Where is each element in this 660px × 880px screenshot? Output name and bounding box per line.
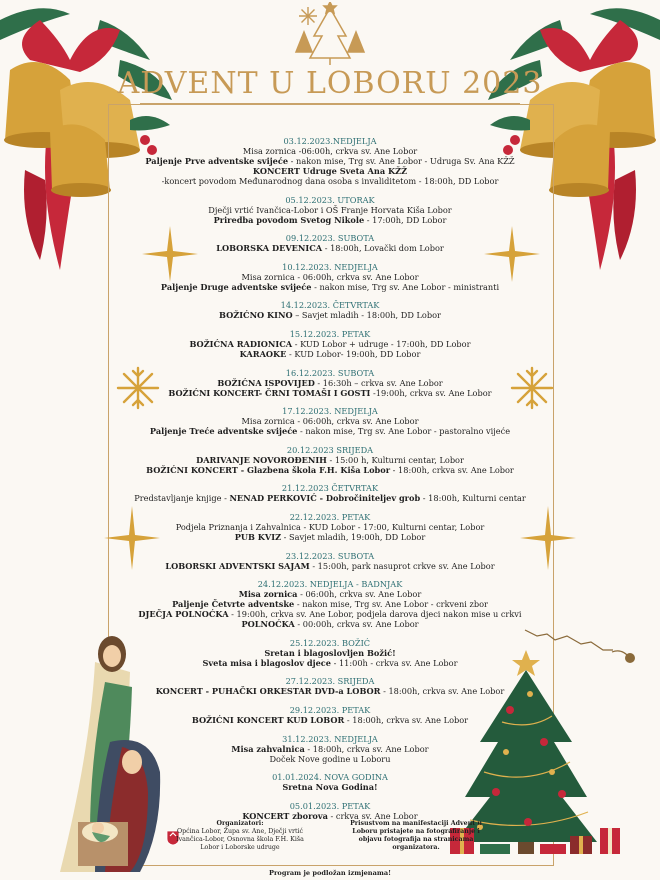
event-line — [118, 782, 542, 792]
event-line — [118, 493, 542, 503]
event-line-highlight: Priredba povodom Svetog Nikole — [213, 214, 365, 225]
event-date: 27.12.2023. SRIJEDA — [285, 676, 375, 687]
event-date: 25.12.2023. BOŽIĆ — [289, 637, 371, 648]
event-item — [118, 551, 542, 571]
event-line-highlight: KONCERT zborova — [242, 810, 328, 821]
event-item — [118, 329, 542, 359]
event-item — [118, 262, 542, 292]
event-line-highlight: Sretan i blagoslovljen Božić! — [264, 647, 396, 658]
event-line — [118, 715, 542, 725]
event-line — [118, 658, 542, 668]
event-item — [118, 483, 542, 503]
event-line — [118, 243, 542, 253]
event-line — [118, 589, 542, 599]
event-line-text: - 18:00h, crkva sv. Ane Lobor — [383, 686, 505, 697]
event-item — [118, 734, 542, 764]
event-line-text: - 19:00h, crkva sv. Ane Lobor, podjela darova djeci nakon mise u crkvi — [231, 609, 522, 620]
event-line — [118, 561, 542, 571]
event-line-highlight: BOŽIĆNA RADIONICA — [189, 338, 293, 349]
events-list — [118, 136, 542, 829]
event-line-highlight: NENAD PERKOVIĆ - Dobročiniteljev grob — [229, 493, 421, 504]
event-line-highlight: DJEČJA POLNOĆKA — [138, 609, 229, 620]
event-line — [118, 166, 542, 176]
event-line — [118, 522, 542, 532]
event-line-text: - 15:00h, park nasuprot crkve sv. Ane Lobor — [312, 560, 495, 571]
event-line-text: Dječji vrtić Ivančica-Lobor i OŠ Franje Horvata Kiša Lobor — [208, 204, 452, 215]
event-line-highlight: Paljenje Četvrte adventske — [172, 599, 295, 610]
event-line — [118, 339, 542, 349]
event-line-highlight: LOBORSKA DEVENICA — [216, 243, 323, 254]
event-line — [118, 754, 542, 764]
event-line-highlight: Paljenje Druge adventske svijeće — [160, 281, 312, 292]
event-line — [118, 426, 542, 436]
event-line — [118, 282, 542, 292]
event-line — [118, 619, 542, 629]
event-item — [118, 512, 542, 542]
photo-consent-note — [346, 820, 486, 852]
title-divider — [140, 103, 520, 104]
event-date: 05.12.2023. UTORAK — [285, 194, 375, 205]
program-disclaimer: Program je podložan izmjenama! — [269, 869, 391, 877]
event-line-highlight: Misa zornica — [238, 589, 298, 600]
event-line-highlight: Paljenje Prve adventske svijeće — [145, 156, 289, 166]
event-line-text: - 18:00h, crkva sv. Ane Lobor — [392, 464, 514, 475]
event-date: 14.12.2023. ČETVRTAK — [280, 300, 380, 311]
event-date: 24.12.2023. NEDJELJA - BADNJAK — [257, 579, 403, 590]
event-line-text: - nakon mise, Trg sv. Ane Lobor - ministranti — [314, 281, 500, 292]
organizers-text: Općina Lobor, Župa sv. Ane, Dječji vrtić Ivančica-Lobor, Osnovna škola F.H. Kiša Lobor i Loborske udruge — [176, 828, 304, 851]
event-line-text: -19:00h, crkva sv. Ane Lobor — [373, 387, 492, 398]
event-line — [118, 599, 542, 609]
event-date: 03.12.2023.NEDJELJA — [283, 136, 377, 146]
event-line — [118, 310, 542, 320]
event-line — [118, 205, 542, 215]
event-item — [118, 579, 542, 629]
event-line-text: - crkva sv. Ane Lobor — [330, 810, 418, 821]
event-line-highlight: LOBORSKI ADVENTSKI SAJAM — [165, 560, 310, 571]
event-line-text: - 06:00h, crkva sv. Ane Lobor — [300, 589, 422, 600]
event-line-highlight: Misa zahvalnica — [231, 743, 305, 754]
event-line — [118, 156, 542, 166]
event-line-text: Misa zornica - 06:00h, crkva sv. Ane Lobor — [241, 271, 419, 282]
event-line-text: - 18:00h, Kulturni centar — [422, 493, 526, 504]
event-item — [118, 233, 542, 253]
event-date: 05.01.2023. PETAK — [289, 800, 371, 811]
event-line-text: -koncert povodom Međunarodnog dana osoba s invaliditetom - 18:00h, DD Lobor — [161, 176, 499, 186]
event-date: 21.12.2023 ČETVRTAK — [281, 483, 379, 494]
event-line-text: - nakon mise, Trg sv. Ane Lobor - crkveni zbor — [296, 599, 488, 610]
organizers-block — [170, 820, 310, 852]
event-item — [118, 445, 542, 475]
event-line-highlight: DARIVANJE NOVOROĐENIH — [196, 454, 327, 465]
event-line-text: - 18:00h, crkva sv. Ane Lobor — [346, 714, 469, 725]
event-line — [118, 465, 542, 475]
event-line-text: Misa zornica - 06:00h, crkva sv. Ane Lobor — [241, 416, 419, 427]
event-line — [118, 146, 542, 156]
event-line-text: Doček Nove godine u Loboru — [269, 753, 391, 764]
event-line — [118, 215, 542, 225]
event-item — [118, 136, 542, 186]
event-line — [118, 272, 542, 282]
event-line — [118, 744, 542, 754]
event-line-text: Podjela Priznanja i Zahvalnica - KUD Lobor - 17:00, Kulturni centar, Lobor — [175, 521, 485, 532]
event-line-highlight: KARAOKE — [239, 348, 287, 359]
page-title: ADVENT U LOBORU 2023 — [117, 66, 543, 101]
event-date: 31.12.2023. NEDJELJA — [282, 733, 378, 744]
event-item — [118, 638, 542, 668]
event-line-text: - nakon mise, Trg sv. Ane Lobor - pastoralno vijeće — [300, 426, 511, 437]
event-line-text: - Savjet mladih, 19:00h, DD Lobor — [283, 531, 426, 542]
event-item — [118, 676, 542, 696]
event-line — [118, 686, 542, 696]
event-line-highlight: BOŽIĆNO KINO — [219, 310, 293, 321]
event-line — [118, 609, 542, 619]
photo-consent-text: Prisustvom na manifestaciji Advent u Loboru pristajete na fotografiranje i objavu fotografija na stranicama organizatora. — [350, 820, 482, 851]
event-line — [118, 388, 542, 398]
event-line-highlight: Paljenje Treće adventske svijeće — [149, 426, 298, 437]
event-line-text: Predstavljanje knjige - — [134, 493, 227, 504]
event-line — [118, 455, 542, 465]
event-date: 23.12.2023. SUBOTA — [285, 550, 375, 561]
event-date: 09.12.2023. SUBOTA — [285, 233, 375, 244]
event-line-text: - 18:00h, crkva sv. Ane Lobor — [307, 743, 429, 754]
event-line-highlight: KONCERT - PUHAČKI ORKESTAR DVD-a LOBOR — [155, 686, 381, 697]
event-line-highlight: BOŽIĆNI KONCERT - Glazbena škola F.H. Kiša Lobor — [146, 464, 391, 475]
event-line — [118, 176, 542, 186]
event-line-text: - 18:00h, Lovački dom Lobor — [324, 243, 444, 254]
event-line-highlight: KONCERT Udruge Sveta Ana KŽŽ — [252, 166, 408, 176]
event-line — [118, 648, 542, 658]
event-line-text: - 00:00h, crkva sv. Ane Lobor — [297, 619, 419, 630]
event-item — [118, 368, 542, 398]
organizers-title: Organizatori: — [216, 820, 264, 827]
event-date: 20.12.2023 SRIJEDA — [286, 444, 374, 455]
event-line-text: – Savjet mladih - 18:00h, DD Lobor — [295, 310, 441, 321]
event-item — [118, 300, 542, 320]
event-line-text: - 16:30h – crkva sv. Ane Lobor — [317, 377, 443, 388]
event-item — [118, 705, 542, 725]
snowflake-top-icon — [298, 6, 318, 26]
event-item — [118, 801, 542, 821]
event-line-text: - 15:00 h, Kulturni centar, Lobor — [329, 454, 464, 465]
event-line-text: - 17:00h, DD Lobor — [366, 214, 447, 225]
event-date: 17.12.2023. NEDJELJA — [282, 406, 378, 417]
event-item — [118, 772, 542, 792]
event-line-text: - KUD Lobor- 19:00h, DD Lobor — [289, 348, 421, 359]
event-date: 10.12.2023. NEDJELJA — [282, 261, 378, 272]
event-date: 22.12.2023. PETAK — [289, 511, 371, 522]
event-line — [118, 378, 542, 388]
event-date: 16.12.2023. SUBOTA — [285, 367, 375, 378]
event-line — [118, 532, 542, 542]
event-line-highlight: PUB KVIZ — [234, 531, 282, 542]
event-line-text: - KUD Lobor + udruge - 17:00h, DD Lobor — [294, 338, 471, 349]
event-line-text: - 11:00h - crkva sv. Ane Lobor — [333, 657, 458, 668]
event-line — [118, 416, 542, 426]
event-item — [118, 195, 542, 225]
event-line-text: Misa zornica -06:00h, crkva sv. Ane Lobor — [242, 146, 418, 156]
event-line-highlight: Sretna Nova Godina! — [282, 782, 378, 793]
event-line-text: - nakon mise, Trg sv. Ane Lobor - Udruga Sv. Ana KŽŽ — [290, 156, 515, 166]
event-line-highlight: BOŽIĆNI KONCERT- ČRNI TOMAŠI I GOSTI — [168, 387, 371, 398]
event-line-highlight: BOŽIĆNA ISPOVIJED — [217, 377, 315, 388]
event-date: 15.12.2023. PETAK — [289, 328, 371, 339]
event-line — [118, 349, 542, 359]
event-date: 29.12.2023. PETAK — [289, 704, 371, 715]
event-line-highlight: Sveta misa i blagoslov djece — [202, 657, 331, 668]
event-line-highlight: BOŽIĆNI KONCERT KUD LOBOR — [191, 714, 345, 725]
event-line-highlight: POLNOĆKA — [241, 619, 295, 630]
event-date: 01.01.2024. NOVA GODINA — [272, 772, 388, 783]
event-item — [118, 406, 542, 436]
